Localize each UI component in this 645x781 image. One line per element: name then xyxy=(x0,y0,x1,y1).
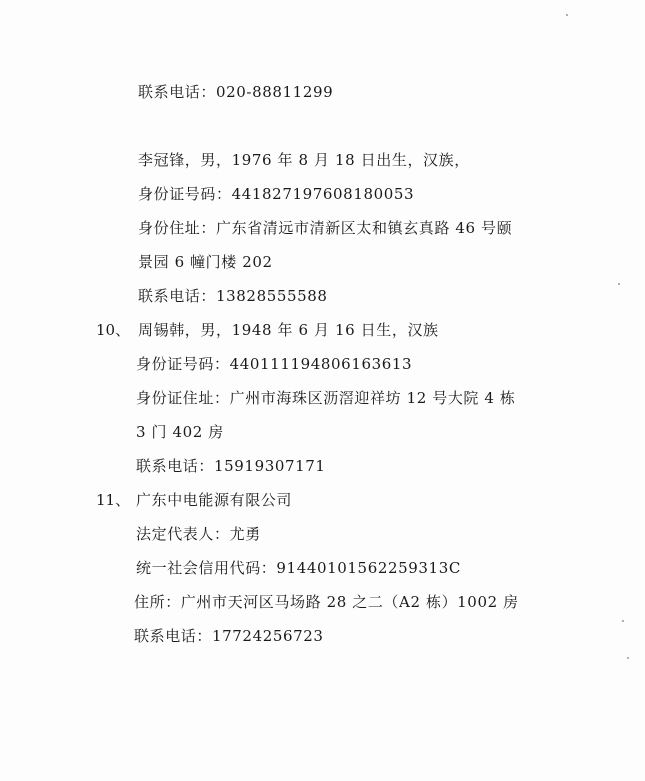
scan-speck xyxy=(566,14,568,16)
address-li-line1: 身份住址：广东省清远市清新区太和镇玄真路 46 号颐 xyxy=(138,219,513,237)
contact-phone-li: 联系电话：13828555588 xyxy=(138,287,328,305)
item-number-11: 11、 xyxy=(96,491,131,509)
company-name: 广东中电能源有限公司 xyxy=(136,491,293,509)
contact-phone-company: 联系电话：17724256723 xyxy=(134,627,324,645)
scan-speck xyxy=(627,657,629,659)
legal-representative: 法定代表人：尤勇 xyxy=(136,525,261,543)
contact-phone-zhou: 联系电话：15919307171 xyxy=(136,457,326,475)
id-number-zhou: 身份证号码：440111194806163613 xyxy=(136,355,413,373)
contact-phone-1: 联系电话：020-88811299 xyxy=(138,83,334,101)
company-address: 住所：广州市天河区马场路 28 之二（A2 栋）1002 房 xyxy=(134,593,519,611)
person-zhou-xihan-intro: 周锡韩，男，1948 年 6 月 16 日生，汉族 xyxy=(138,321,439,339)
id-number-li: 身份证号码：441827197608180053 xyxy=(138,185,415,203)
person-li-guanfeng-intro: 李冠锋，男，1976 年 8 月 18 日出生，汉族， xyxy=(138,151,470,169)
address-li-line2: 景园 6 幢门楼 202 xyxy=(138,253,273,271)
address-zhou-line1: 身份证住址：广州市海珠区沥滘迎祥坊 12 号大院 4 栋 xyxy=(136,389,516,407)
address-zhou-line2: 3 门 402 房 xyxy=(136,423,224,441)
scan-speck xyxy=(622,620,624,622)
credit-code: 统一社会信用代码：91440101562259313C xyxy=(136,559,461,577)
scan-speck xyxy=(618,283,620,285)
item-number-10: 10、 xyxy=(96,321,131,339)
